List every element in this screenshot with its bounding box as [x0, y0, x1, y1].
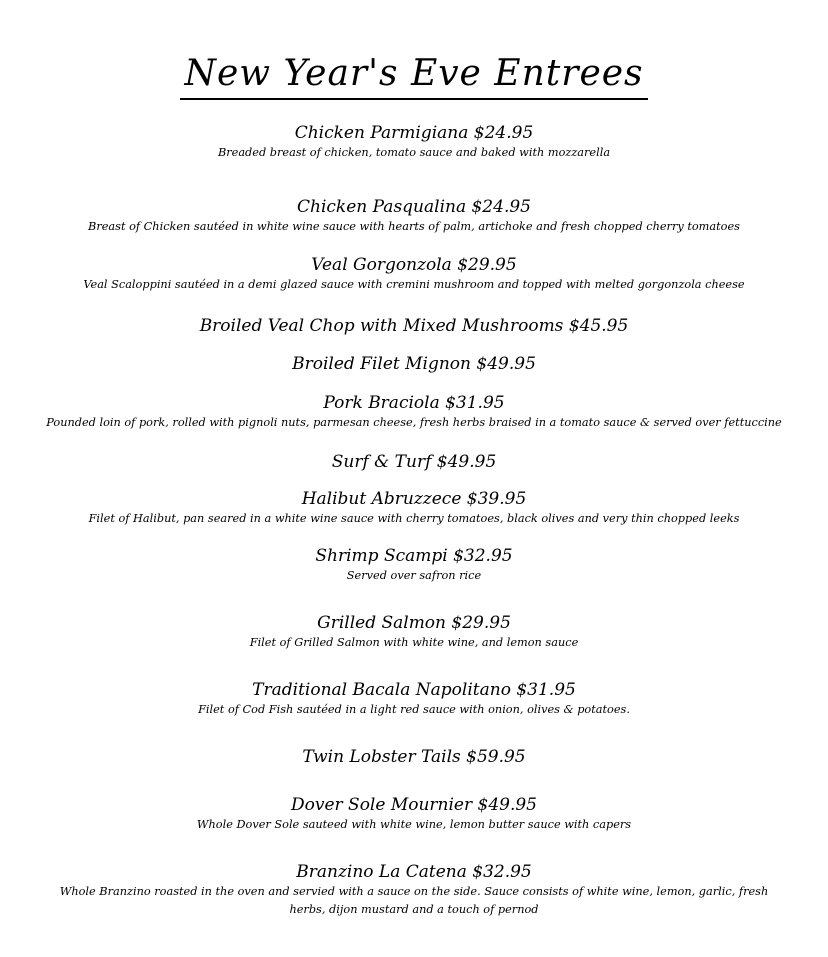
item-description: Served over safron rice — [346, 569, 482, 582]
item-name: Chicken Pasqualina $24.95 — [297, 197, 531, 217]
title-container — [0, 52, 828, 100]
menu-title: New Year's Eve Entrees — [180, 52, 647, 100]
item-description: Breaded breast of chicken, tomato sauce and baked with mozzarella — [217, 146, 611, 159]
item-name: Twin Lobster Tails $59.95 — [302, 747, 526, 767]
menu-item — [0, 353, 828, 375]
item-name: Veal Gorgonzola $29.95 — [311, 255, 517, 275]
item-description: Filet of Grilled Salmon with white wine, and lemon sauce — [249, 636, 579, 649]
menu-item — [0, 315, 828, 337]
item-name: Shrimp Scampi $32.95 — [315, 546, 513, 566]
menu-item — [0, 392, 828, 432]
item-name: Chicken Parmigiana $24.95 — [294, 123, 534, 143]
item-description: Pounded loin of pork, rolled with pignoli nuts, parmesan cheese, fresh herbs braised in a tomato sauce & served over fettuccine — [46, 416, 782, 429]
menu-item — [0, 679, 828, 719]
item-name: Pork Braciola $31.95 — [323, 393, 505, 413]
item-description: Whole Branzino roasted in the oven and servied with a sauce on the side. Sauce consists of white wine, lemon, garlic, fresh herbs, dijon mustard and a touch of pernod — [59, 885, 769, 916]
menu-item — [0, 451, 828, 473]
item-name: Branzino La Catena $32.95 — [296, 862, 532, 882]
item-name: Broiled Filet Mignon $49.95 — [292, 354, 536, 374]
item-description: Breast of Chicken sautéed in white wine sauce with hearts of palm, artichoke and fresh chopped cherry tomatoes — [88, 220, 740, 233]
item-description: Veal Scaloppini sautéed in a demi glazed sauce with cremini mushroom and topped with melted gorgonzola cheese — [83, 278, 745, 291]
item-description: Filet of Halibut, pan seared in a white wine sauce with cherry tomatoes, black olives and very thin chopped leeks — [88, 512, 740, 525]
menu-item — [0, 545, 828, 585]
item-name: Surf & Turf $49.95 — [331, 452, 497, 472]
menu-item — [0, 746, 828, 768]
menu-item — [0, 488, 828, 528]
menu-item — [0, 861, 828, 919]
menu-item — [0, 122, 828, 162]
menu-item — [0, 254, 828, 294]
item-name: Broiled Veal Chop with Mixed Mushrooms $45.95 — [199, 316, 629, 336]
item-name: Grilled Salmon $29.95 — [317, 613, 511, 633]
item-name: Halibut Abruzzece $39.95 — [301, 489, 527, 509]
item-name: Dover Sole Mournier $49.95 — [290, 795, 538, 815]
item-description: Filet of Cod Fish sautéed in a light red sauce with onion, olives & potatoes. — [198, 703, 630, 716]
menu-item — [0, 196, 828, 236]
item-name: Traditional Bacala Napolitano $31.95 — [252, 680, 576, 700]
menu-item — [0, 794, 828, 834]
menu-item — [0, 612, 828, 652]
item-description: Whole Dover Sole sauteed with white wine, lemon butter sauce with capers — [196, 818, 632, 831]
